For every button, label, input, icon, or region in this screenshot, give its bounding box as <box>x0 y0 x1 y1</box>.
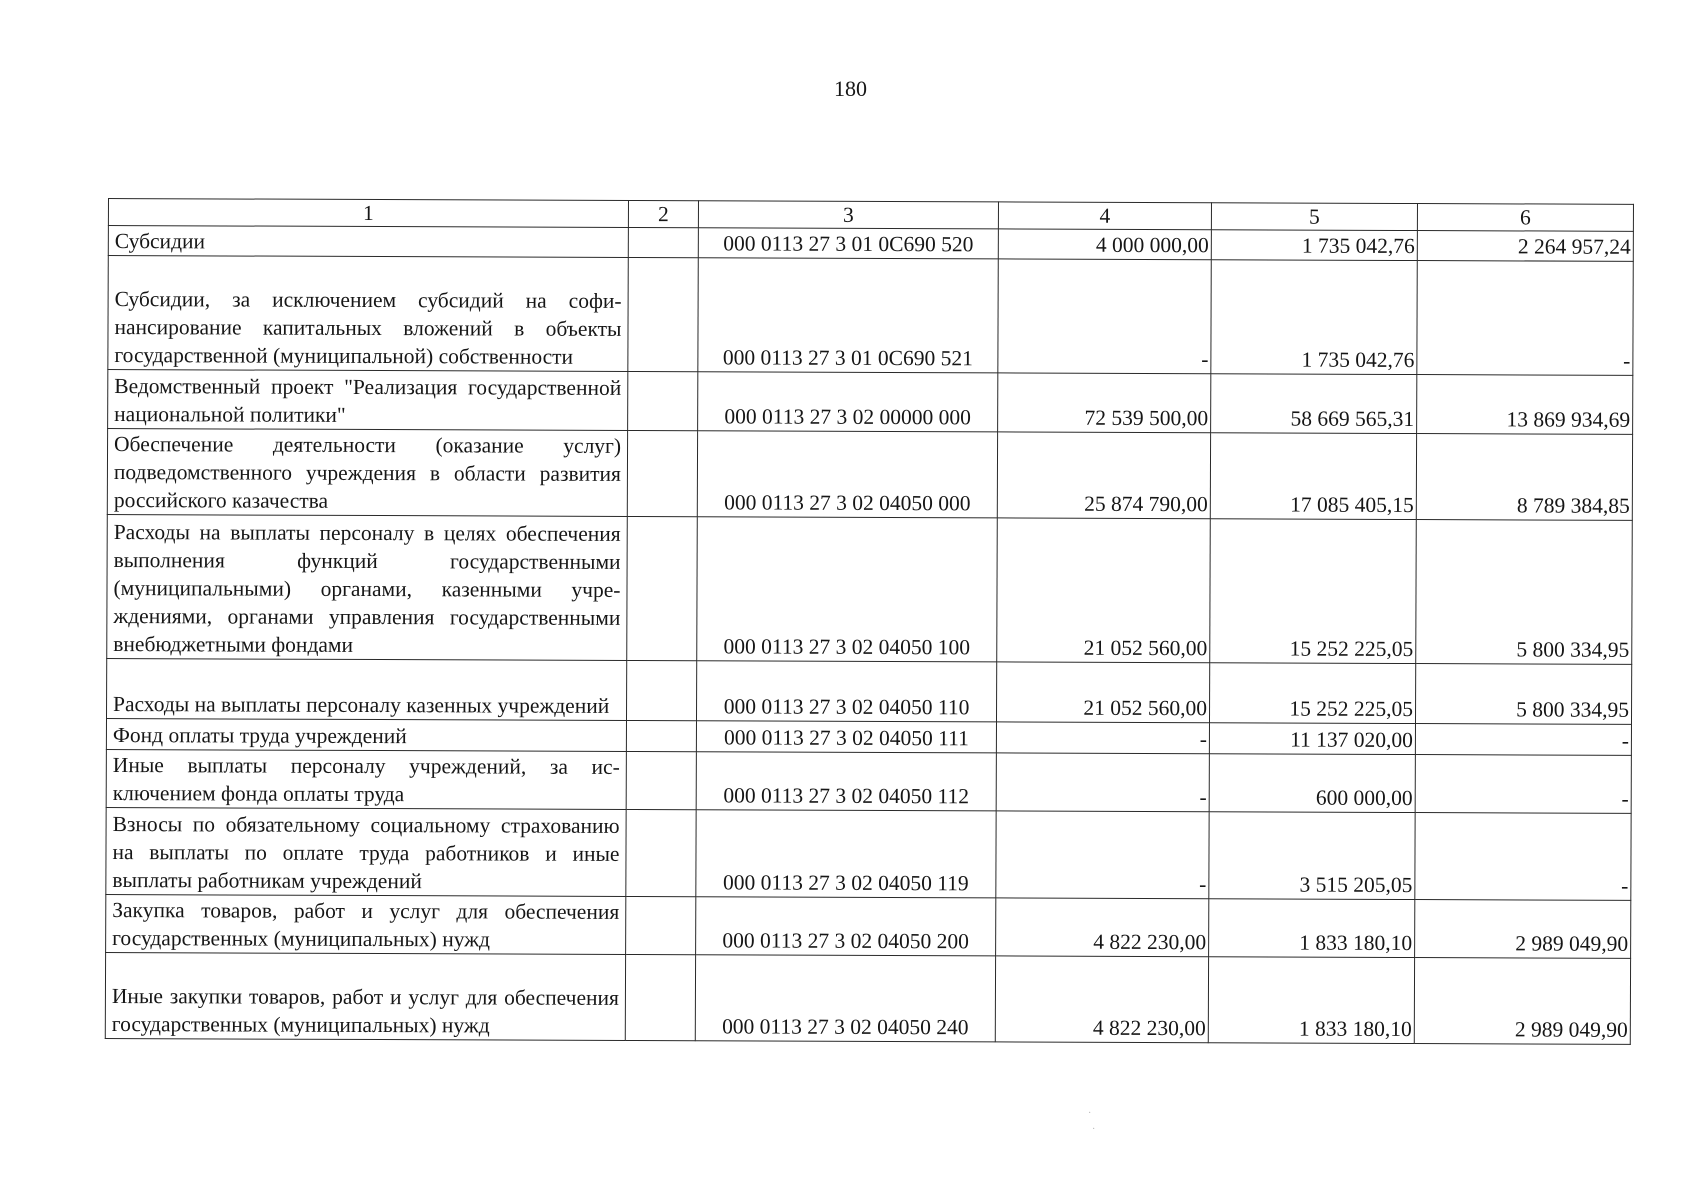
row-name: Иные закупки товаров, работ и услуг для обеспечения государственных (муниципальных) нужд <box>105 952 625 1040</box>
row-name: Обеспечение деятельности (оказание услуг) подведомственного учреждения в области развития российского казачества <box>107 429 627 517</box>
report-table <box>105 198 1634 1045</box>
row-col-5: 1 735 042,76 <box>1211 260 1417 375</box>
row-name: Субсидии, за исключением субсидий на софинансирование капитальных вложений в объекты государственной (муниципальной) собственности <box>108 256 628 372</box>
row-col-4: - <box>996 753 1209 812</box>
row-col-5: 1 833 180,10 <box>1209 899 1415 958</box>
row-col-2 <box>628 371 698 430</box>
row-code: 000 0113 27 3 02 04050 119 <box>696 810 996 898</box>
row-col-5: 11 137 020,00 <box>1209 723 1415 755</box>
column-header-2: 2 <box>628 200 698 227</box>
row-col-2 <box>628 257 698 371</box>
row-col-2 <box>625 954 695 1040</box>
row-col-5: 3 515 205,05 <box>1209 812 1415 900</box>
row-name: Закупка товаров, работ и услуг для обеспечения государственных (муниципальных) нужд <box>106 894 626 954</box>
table-row <box>107 658 1632 724</box>
row-col-5: 1 833 180,10 <box>1208 957 1414 1044</box>
row-col-5: 15 252 225,05 <box>1209 663 1415 724</box>
row-code: 000 0113 27 3 02 04050 112 <box>696 752 996 811</box>
column-header-1: 1 <box>108 199 628 228</box>
row-col-2 <box>626 660 696 720</box>
row-col-2 <box>626 751 696 809</box>
page-number: 180 <box>834 76 867 101</box>
table-row <box>108 370 1633 435</box>
row-col-4: 25 874 790,00 <box>997 432 1210 519</box>
row-col-6: - <box>1415 724 1631 756</box>
row-code: 000 0113 27 3 02 00000 000 <box>698 372 998 432</box>
row-col-5: 58 669 565,31 <box>1211 374 1417 434</box>
row-col-6: 5 800 334,95 <box>1415 664 1631 725</box>
table-row <box>106 718 1631 755</box>
row-name: Иные выплаты персоналу учреждений, за исключением фонда оплаты труда <box>106 749 626 809</box>
row-col-2 <box>627 516 698 660</box>
row-col-6: 2 989 049,90 <box>1415 900 1631 959</box>
row-code: 000 0113 27 3 02 04050 111 <box>696 721 996 753</box>
row-code: 000 0113 27 3 02 04050 110 <box>696 661 996 722</box>
column-header-4: 4 <box>998 202 1211 230</box>
row-col-6: 13 869 934,69 <box>1417 375 1633 435</box>
table-row <box>107 514 1633 664</box>
row-name: Ведомственный проект "Реализация государственной национальной политики" <box>108 370 628 431</box>
row-code: 000 0113 27 3 01 0C690 521 <box>698 258 998 373</box>
row-col-6: - <box>1417 261 1633 376</box>
row-col-4: 4 822 230,00 <box>995 956 1208 1043</box>
row-col-4: 21 052 560,00 <box>997 518 1211 663</box>
row-col-2 <box>628 227 698 257</box>
row-code: 000 0113 27 3 02 04050 240 <box>695 955 995 1042</box>
table-row <box>106 749 1631 813</box>
report-table-container <box>105 198 1633 1045</box>
row-col-2 <box>626 720 696 751</box>
scan-speck: · <box>1088 1108 1092 1119</box>
column-header-5: 5 <box>1211 203 1417 231</box>
row-col-4: 4 000 000,00 <box>998 229 1211 260</box>
row-col-6: 5 800 334,95 <box>1416 520 1633 665</box>
row-col-2 <box>627 430 697 516</box>
row-col-6: 2 989 049,90 <box>1414 958 1630 1045</box>
row-col-4: - <box>998 259 1211 374</box>
row-col-2 <box>626 896 696 954</box>
table-row <box>106 894 1631 958</box>
row-name: Расходы на выплаты персоналу в целях обеспечения выполнения функций государственными (муниципальными) органами, казенными учреждениями, органами управления государственными внебюджетными фондами <box>107 514 628 660</box>
row-col-5: 600 000,00 <box>1209 754 1415 813</box>
row-name: Взносы по обязательному социальному страхованию на выплаты по оплате труда работников и иные выплаты работникам учреждений <box>106 807 626 896</box>
row-code: 000 0113 27 3 01 0C690 520 <box>698 228 998 259</box>
row-code: 000 0113 27 3 02 04050 200 <box>696 897 996 956</box>
row-name: Субсидии <box>108 226 628 258</box>
row-col-4: - <box>996 722 1209 754</box>
row-name: Расходы на выплаты персоналу казенных учреждений <box>107 658 627 720</box>
column-header-6: 6 <box>1417 204 1633 232</box>
row-col-6: - <box>1415 813 1631 901</box>
row-col-5: 17 085 405,15 <box>1210 433 1416 520</box>
row-col-6: - <box>1415 755 1631 814</box>
table-row <box>106 807 1631 900</box>
row-col-5: 15 252 225,05 <box>1210 519 1417 664</box>
row-name: Фонд оплаты труда учреждений <box>106 718 626 751</box>
row-col-6: 8 789 384,85 <box>1416 434 1632 521</box>
scan-speck: · <box>1092 1124 1096 1135</box>
table-row <box>107 429 1632 521</box>
table-row <box>105 952 1630 1044</box>
row-col-2 <box>626 809 696 896</box>
table-row <box>108 256 1633 376</box>
row-col-4: 4 822 230,00 <box>996 898 1209 957</box>
row-col-4: 72 539 500,00 <box>998 373 1211 433</box>
row-col-6: 2 264 957,24 <box>1417 231 1633 262</box>
row-code: 000 0113 27 3 02 04050 000 <box>697 431 997 518</box>
row-code: 000 0113 27 3 02 04050 100 <box>697 517 998 662</box>
row-col-4: - <box>996 811 1209 899</box>
row-col-4: 21 052 560,00 <box>996 662 1209 723</box>
column-header-3: 3 <box>698 201 998 229</box>
row-col-5: 1 735 042,76 <box>1211 230 1417 261</box>
